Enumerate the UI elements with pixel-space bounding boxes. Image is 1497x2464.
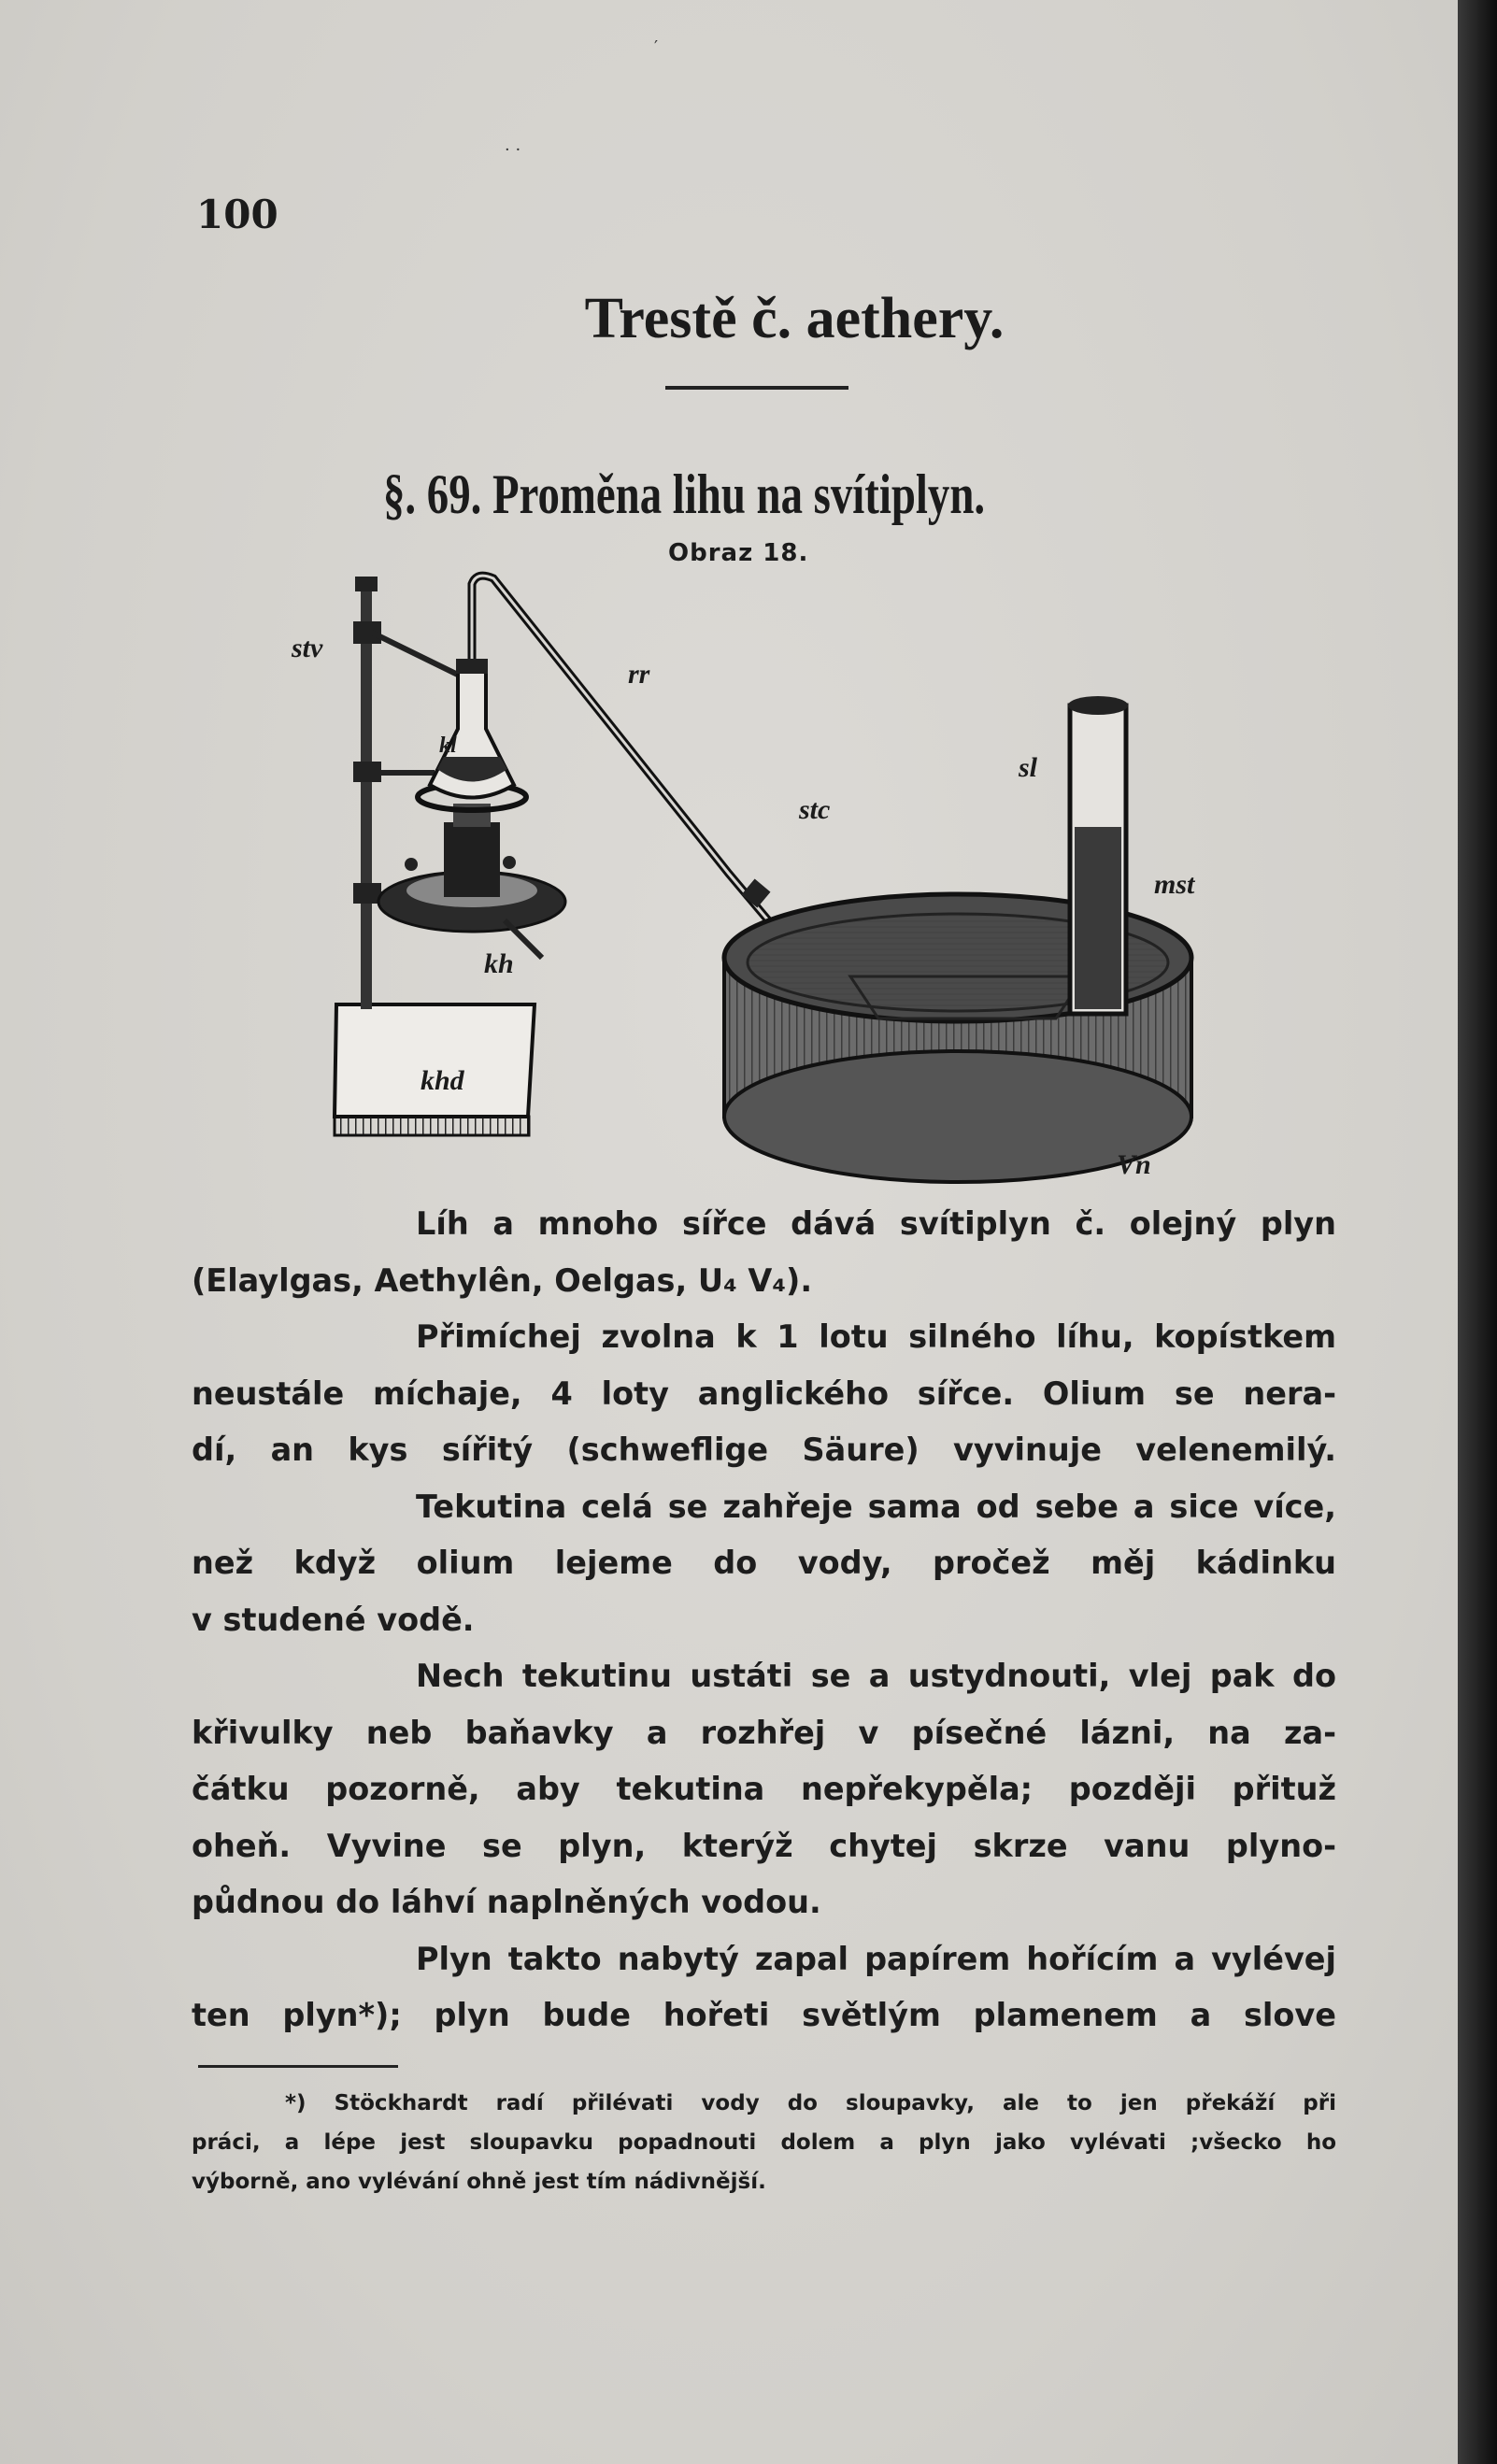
figure-label-sl: sl <box>1019 752 1038 783</box>
collecting-cylinder <box>1068 696 1128 1014</box>
text-line: neustále míchaje, 4 loty anglického sířce. Olium se nera- <box>192 1374 1336 1412</box>
text-line: čátku pozorně, aby tekutina nepřekypěla; později přituž <box>192 1771 1336 1807</box>
footnote-line: *) Stöckhardt radí přilévati vody do sloupavky, ale to jen překáží při <box>285 2091 1336 2115</box>
footnote-line: výborně, ano vylévání ohně jest tím nádivnější. <box>192 2170 766 2194</box>
figure-label-kh: kh <box>484 948 514 979</box>
flask <box>430 659 514 798</box>
text-line: dí, an kys sířitý (schweflige Säure) vyvinuje velenemilý. <box>192 1431 1336 1468</box>
figure-label-stv: stv <box>292 633 323 663</box>
footnote-line: práci, a lépe jest sloupavku popadnouti dolem a plyn jako vylévati ;všecko ho <box>192 2130 1336 2155</box>
text-line: Líh a mnoho sířce dává svítiplyn č. olejný plyn <box>416 1205 1336 1242</box>
body-text <box>192 1196 1336 2044</box>
text-line: oheň. Vyvine se plyn, kterýž chytej skrze vanu plyno- <box>192 1827 1336 1864</box>
chapter-title: Trestě č. aethery. <box>584 287 1005 350</box>
text-line: křivulky neb baňavky a rozhřej v písečné lázni, na za- <box>192 1714 1336 1751</box>
figure-label-khd: khd <box>421 1065 464 1096</box>
speck-mark: ′ <box>654 37 659 57</box>
section-title: §. 69. Proměna lihu na svítiplyn. <box>383 463 986 525</box>
speck-mark: · · <box>505 140 521 160</box>
figure-label-vn: Vn <box>1117 1149 1151 1180</box>
apparatus-drawing <box>280 565 1233 1201</box>
text-line: Plyn takto nabytý zapal papírem hořícím a vylévej <box>416 1940 1336 1977</box>
title-divider <box>665 386 848 390</box>
page-number: 100 <box>196 192 278 237</box>
text-line: (Elaylgas, Aethylên, Oelgas, U₄ V₄). <box>192 1261 813 1299</box>
figure-label-mst: mst <box>1154 869 1195 900</box>
figure-caption: Obraz 18. <box>668 539 809 567</box>
footnote-divider <box>198 2065 398 2068</box>
text-line: ten plyn*); plyn bude hořeti světlým plamenem a slove <box>192 1997 1336 2033</box>
text-line: půdnou do láhví naplněných vodou. <box>192 1884 821 1920</box>
apparatus-illustration <box>280 565 1233 1201</box>
heater <box>378 804 565 958</box>
text-line: Přimíchej zvolna k 1 lotu silného líhu, kopístkem <box>416 1318 1336 1355</box>
text-line: Tekutina celá se zahřeje sama od sebe a sice více, <box>416 1488 1336 1525</box>
figure-label-kl: kl <box>439 734 457 758</box>
figure-label-rr: rr <box>628 659 650 690</box>
page-edge-shadow <box>1458 0 1497 2464</box>
text-line: Nech tekutinu ustáti se a ustydnouti, vlej pak do <box>416 1658 1336 1694</box>
figure-label-stc: stc <box>799 794 831 825</box>
footnote <box>192 2084 1336 2201</box>
text-line: než když olium lejeme do vody, pročež měj kádinku <box>192 1545 1336 1581</box>
text-line: v studené vodě. <box>192 1601 475 1638</box>
